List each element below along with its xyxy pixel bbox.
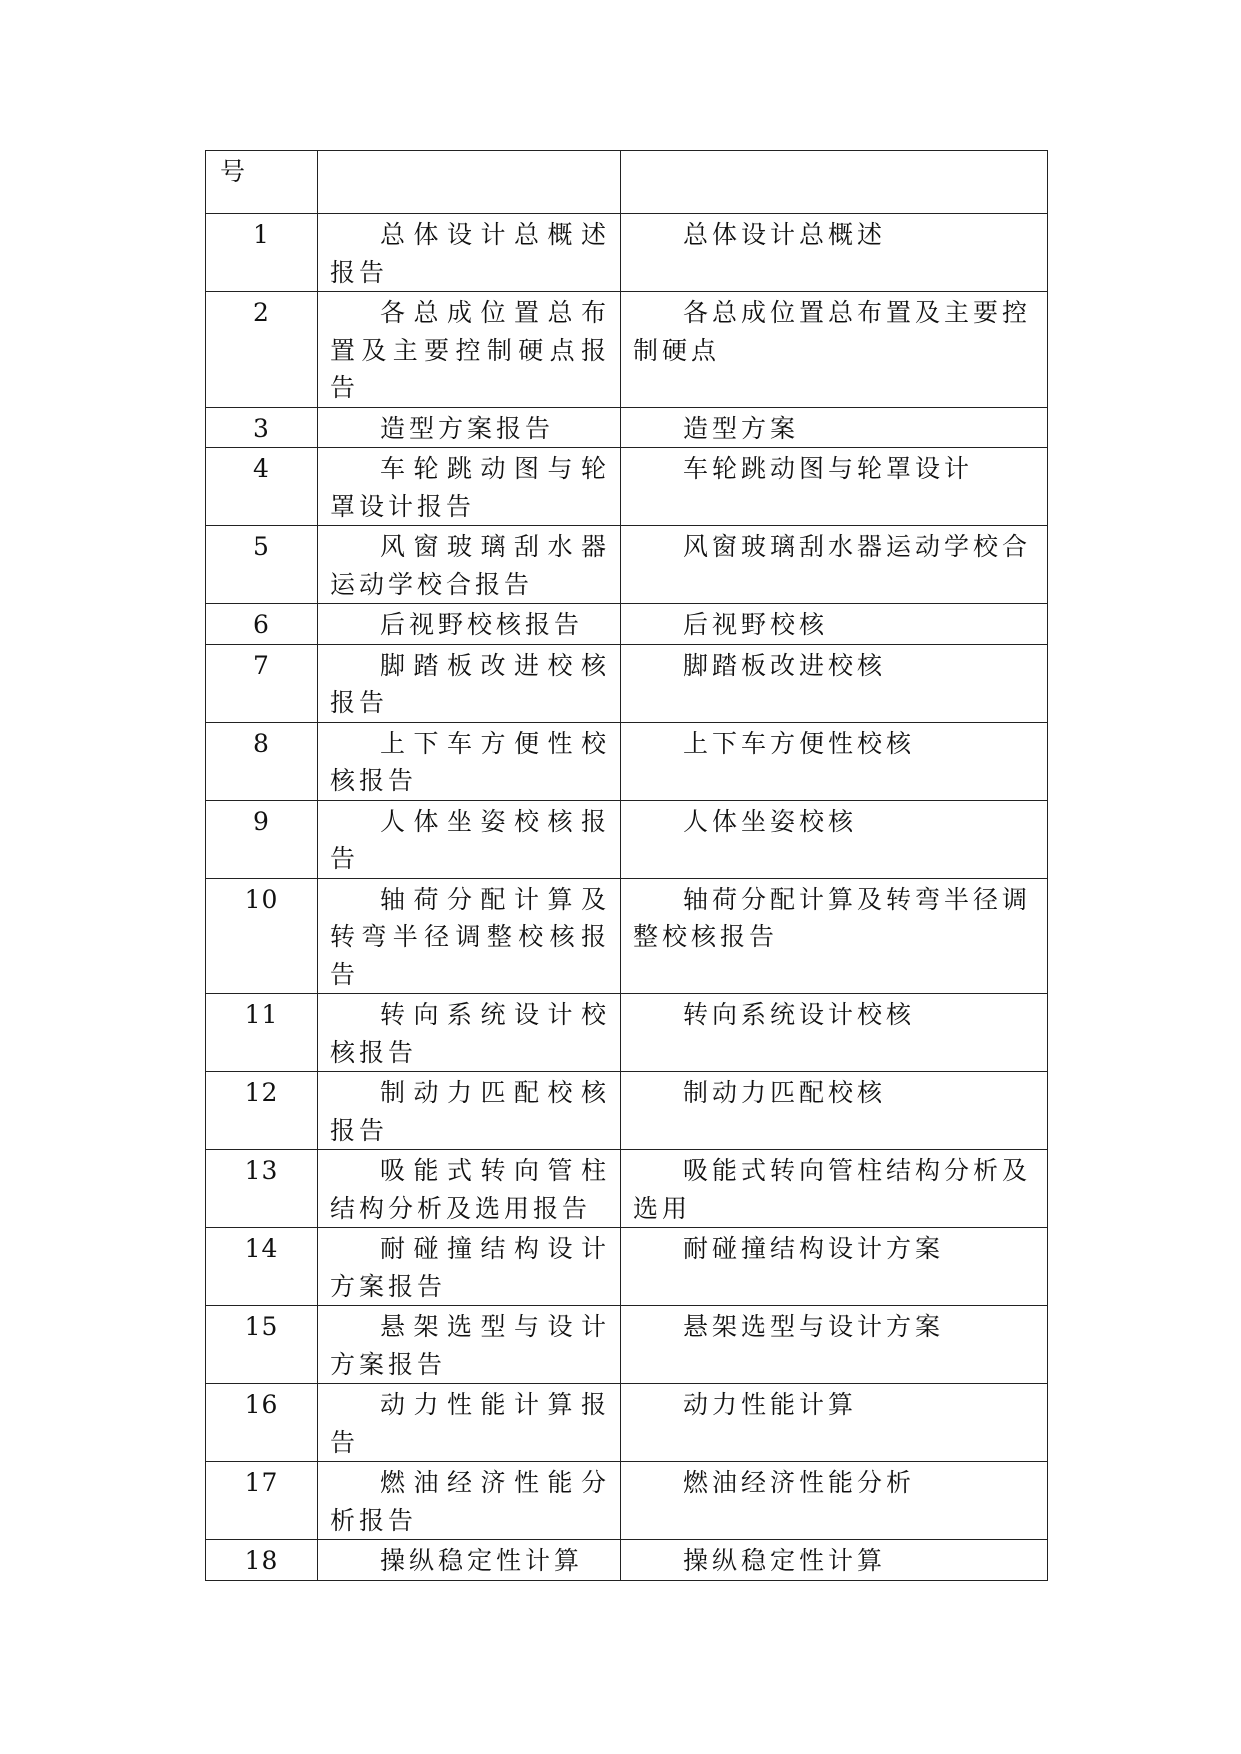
row-number: 7: [206, 644, 318, 722]
row-number: 16: [206, 1384, 318, 1462]
report-content: 车轮跳动图与轮罩设计: [621, 448, 1048, 526]
table-row: [206, 1462, 1048, 1540]
report-name: 转向系统设计校核报告: [318, 994, 621, 1072]
table-row: [206, 800, 1048, 878]
table-row: [206, 1306, 1048, 1384]
report-content: 脚踏板改进校核: [621, 644, 1048, 722]
report-name: 车轮跳动图与轮罩设计报告: [318, 448, 621, 526]
report-content: 制动力匹配校核: [621, 1072, 1048, 1150]
table-row: [206, 1150, 1048, 1228]
report-content: 动力性能计算: [621, 1384, 1048, 1462]
row-number: 9: [206, 800, 318, 878]
report-name: 人体坐姿校核报告: [318, 800, 621, 878]
report-name: 悬架选型与设计方案报告: [318, 1306, 621, 1384]
row-number: 6: [206, 604, 318, 645]
report-content: 造型方案: [621, 407, 1048, 448]
report-name: 后视野校核报告: [318, 604, 621, 645]
table-header-row: [206, 151, 1048, 214]
report-content: 后视野校核: [621, 604, 1048, 645]
report-content: 人体坐姿校核: [621, 800, 1048, 878]
row-number: 1: [206, 214, 318, 292]
report-content: 悬架选型与设计方案: [621, 1306, 1048, 1384]
row-number: 5: [206, 526, 318, 604]
row-number: 17: [206, 1462, 318, 1540]
report-content: 耐碰撞结构设计方案: [621, 1228, 1048, 1306]
row-number: 18: [206, 1540, 318, 1581]
report-name: 总体设计总概述报告: [318, 214, 621, 292]
report-name: 燃油经济性能分析报告: [318, 1462, 621, 1540]
header-cell-name: [318, 151, 621, 214]
table-body: [206, 151, 1048, 1581]
report-name: 吸能式转向管柱结构分析及选用报告: [318, 1150, 621, 1228]
table-row: [206, 292, 1048, 408]
row-number: 12: [206, 1072, 318, 1150]
table-row: [206, 1384, 1048, 1462]
report-content: 上下车方便性校核: [621, 722, 1048, 800]
table-row: [206, 526, 1048, 604]
table-row: [206, 1228, 1048, 1306]
row-number: 11: [206, 994, 318, 1072]
table-row: [206, 1072, 1048, 1150]
report-name: 操纵稳定性计算: [318, 1540, 621, 1581]
table-row: [206, 214, 1048, 292]
row-number: 15: [206, 1306, 318, 1384]
report-content: 燃油经济性能分析: [621, 1462, 1048, 1540]
report-name: 风窗玻璃刮水器运动学校合报告: [318, 526, 621, 604]
report-name: 各总成位置总布置及主要控制硬点报告: [318, 292, 621, 408]
table-row: [206, 994, 1048, 1072]
report-content: 轴荷分配计算及转弯半径调整校核报告: [621, 878, 1048, 994]
report-name: 动力性能计算报告: [318, 1384, 621, 1462]
report-content: 风窗玻璃刮水器运动学校合: [621, 526, 1048, 604]
report-name: 上下车方便性校核报告: [318, 722, 621, 800]
report-table: [205, 150, 1048, 1581]
table-row: [206, 448, 1048, 526]
table-row: [206, 722, 1048, 800]
table-row: [206, 604, 1048, 645]
row-number: 13: [206, 1150, 318, 1228]
row-number: 14: [206, 1228, 318, 1306]
header-cell-number: 号: [206, 151, 318, 214]
report-name: 制动力匹配校核报告: [318, 1072, 621, 1150]
report-name: 耐碰撞结构设计方案报告: [318, 1228, 621, 1306]
header-cell-description: [621, 151, 1048, 214]
report-name: 脚踏板改进校核报告: [318, 644, 621, 722]
table-row: [206, 1540, 1048, 1581]
report-content: 总体设计总概述: [621, 214, 1048, 292]
report-name: 造型方案报告: [318, 407, 621, 448]
report-content: 操纵稳定性计算: [621, 1540, 1048, 1581]
row-number: 10: [206, 878, 318, 994]
table-row: [206, 407, 1048, 448]
table-row: [206, 644, 1048, 722]
report-content: 各总成位置总布置及主要控制硬点: [621, 292, 1048, 408]
row-number: 4: [206, 448, 318, 526]
table-row: [206, 878, 1048, 994]
row-number: 8: [206, 722, 318, 800]
row-number: 3: [206, 407, 318, 448]
row-number: 2: [206, 292, 318, 408]
report-name: 轴荷分配计算及转弯半径调整校核报告: [318, 878, 621, 994]
report-content: 吸能式转向管柱结构分析及选用: [621, 1150, 1048, 1228]
report-content: 转向系统设计校核: [621, 994, 1048, 1072]
